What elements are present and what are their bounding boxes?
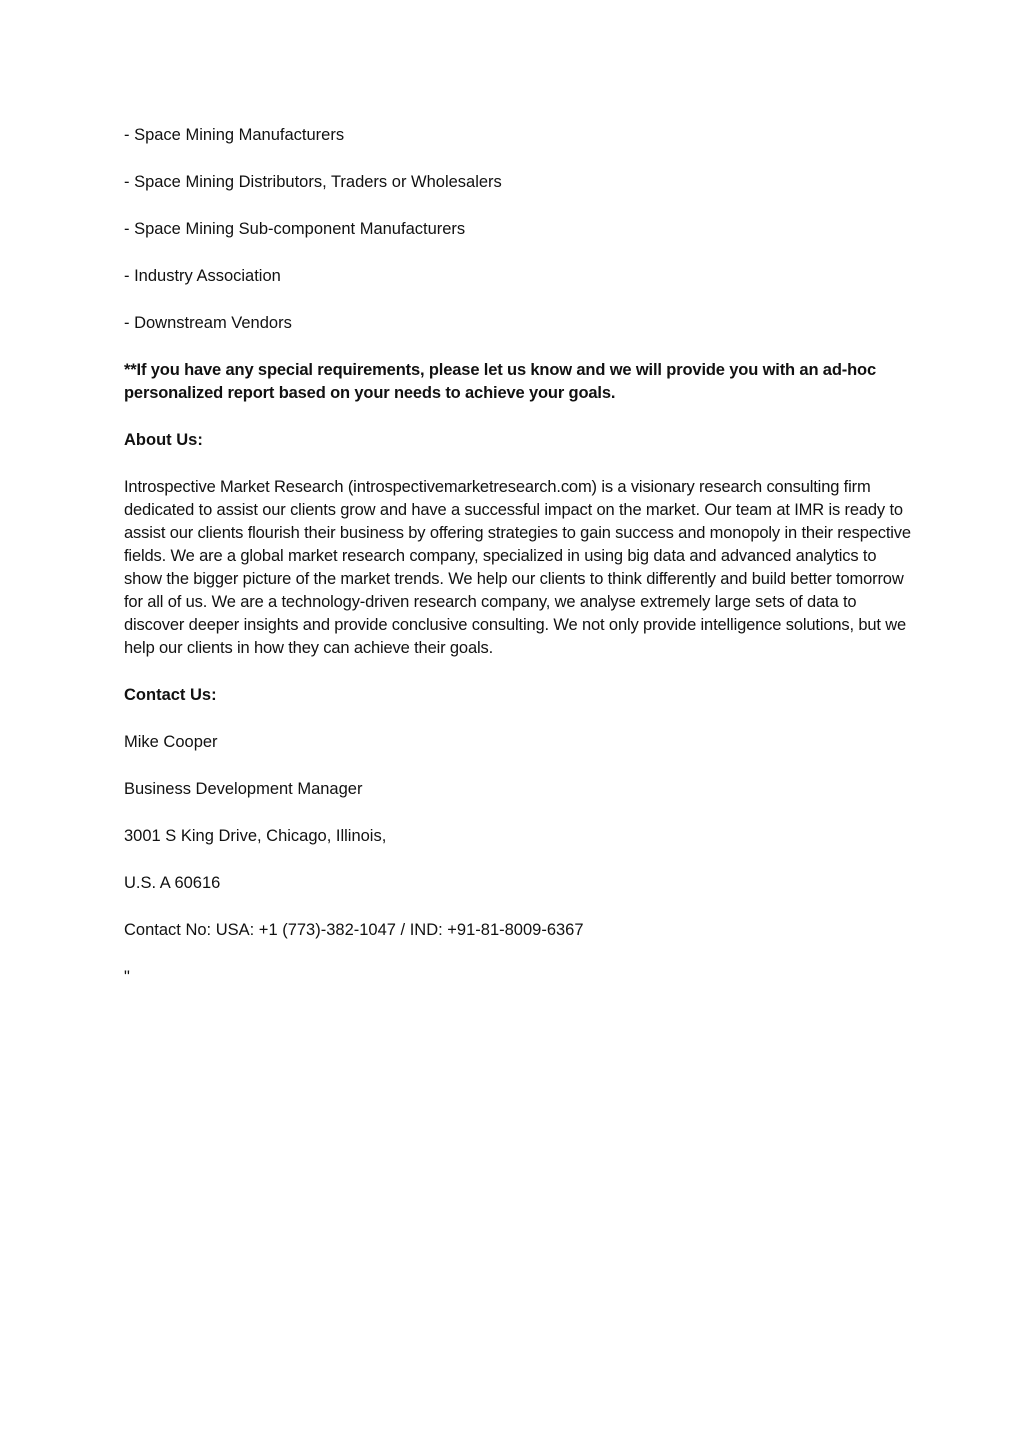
list-item: - Downstream Vendors	[124, 314, 292, 332]
list-item: - Space Mining Manufacturers	[124, 126, 345, 144]
contact-heading: Contact Us:	[124, 686, 217, 704]
contact-phone: Contact No: USA: +1 (773)-382-1047 / IND: +91-81-8009-6367	[124, 921, 584, 939]
contact-address-line1: 3001 S King Drive, Chicago, Illinois,	[124, 827, 387, 845]
list-item: - Space Mining Distributors, Traders or Wholesalers	[124, 173, 502, 191]
about-heading: About Us:	[124, 431, 203, 449]
list-item: - Industry Association	[124, 267, 281, 285]
list-item: - Space Mining Sub-component Manufacturers	[124, 220, 466, 238]
document-page	[124, 124, 914, 1013]
contact-title: Business Development Manager	[124, 780, 363, 798]
contact-address-line2: U.S. A 60616	[124, 874, 221, 892]
about-body: Introspective Market Research (introspectivemarketresearch.com) is a visionary research consulting firm dedicated to assist our clients grow and have a successful impact on the market. Our team at IMR is ready to assist our clients flourish their business by offering strategies to gain success and monopoly in their respective fields. We are a global market research company, specialized in using big data and advanced analytics to show the bigger picture of the market trends. We help our clients to think differently and build better tomorrow for all of us. We are a technology-driven research company, we analyse extremely large sets of data to discover deeper insights and provide conclusive consulting. We not only provide intelligence solutions, but we help our clients in how they can achieve their goals.	[124, 478, 911, 657]
special-requirements-note: **If you have any special requirements, please let us know and we will provide you with an ad-hoc personalized report based on your needs to achieve your goals.	[124, 361, 876, 402]
trailing-quote: "	[124, 968, 130, 986]
contact-name: Mike Cooper	[124, 733, 218, 751]
